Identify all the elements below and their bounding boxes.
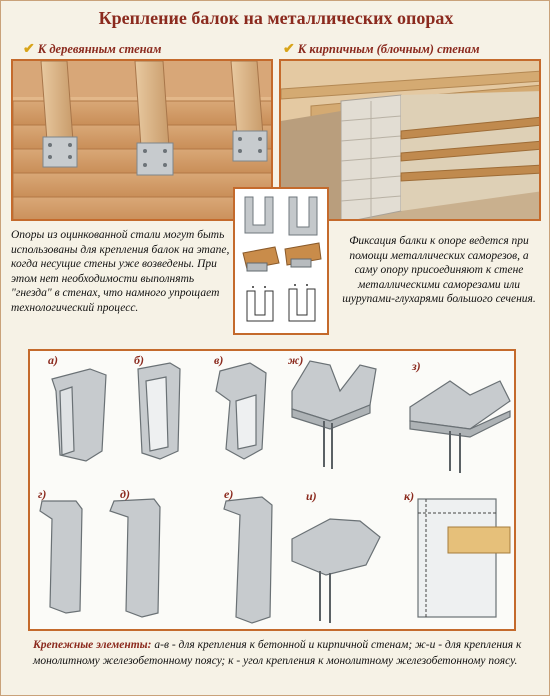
- caption-lead: Крепежные элементы:: [33, 639, 152, 651]
- left-section-heading: [23, 41, 161, 58]
- center-photo: [233, 187, 329, 335]
- checkmark-icon: ✔: [283, 42, 295, 57]
- right-heading-text: К кирпичным (блочным) стенам: [297, 42, 480, 56]
- right-section-heading: [283, 41, 480, 58]
- bracket-drawings: [30, 351, 514, 629]
- bracket-label-g: г): [38, 487, 47, 501]
- bracket-panel: [28, 349, 516, 631]
- hanger-examples-illustration: [235, 189, 327, 333]
- bracket-label-k: к): [404, 489, 415, 503]
- bracket-label-z: з): [412, 359, 421, 373]
- page-title: Крепление балок на металлических опорах: [98, 8, 454, 28]
- bracket-label-b: б): [134, 353, 144, 367]
- bracket-label-e: е): [224, 487, 234, 501]
- bracket-label-a: а): [48, 353, 58, 367]
- checkmark-icon: ✔: [23, 42, 35, 57]
- bracket-label-i: и): [306, 489, 317, 503]
- left-heading-text: К деревянным стенам: [37, 42, 162, 56]
- right-description: Фиксация балки к опоре ведется при помощи металлических саморезов, а саму опору присоединяют к стене металлическими саморезами или шурупами-глухарями большого сечения.: [342, 235, 536, 305]
- bracket-label-d: д): [120, 487, 130, 501]
- caption: [33, 637, 523, 669]
- bracket-label-zh: ж): [288, 353, 304, 367]
- bracket-label-v: в): [214, 353, 224, 367]
- left-description: Опоры из оцинкованной стали могут быть использованы для крепления балок на этапе, когда несущие стены уже возведены. При этом нет необходимости выполнять "гнезда" в стенах, что намного упрощает технологический процесс.: [11, 229, 230, 314]
- caption-text: а-в - для крепления к бетонной и кирпичной стенам; ж-и - для крепления к монолитному железобетонному поясу; к - угол крепления к монолитному железобетонному поясу.: [33, 639, 522, 667]
